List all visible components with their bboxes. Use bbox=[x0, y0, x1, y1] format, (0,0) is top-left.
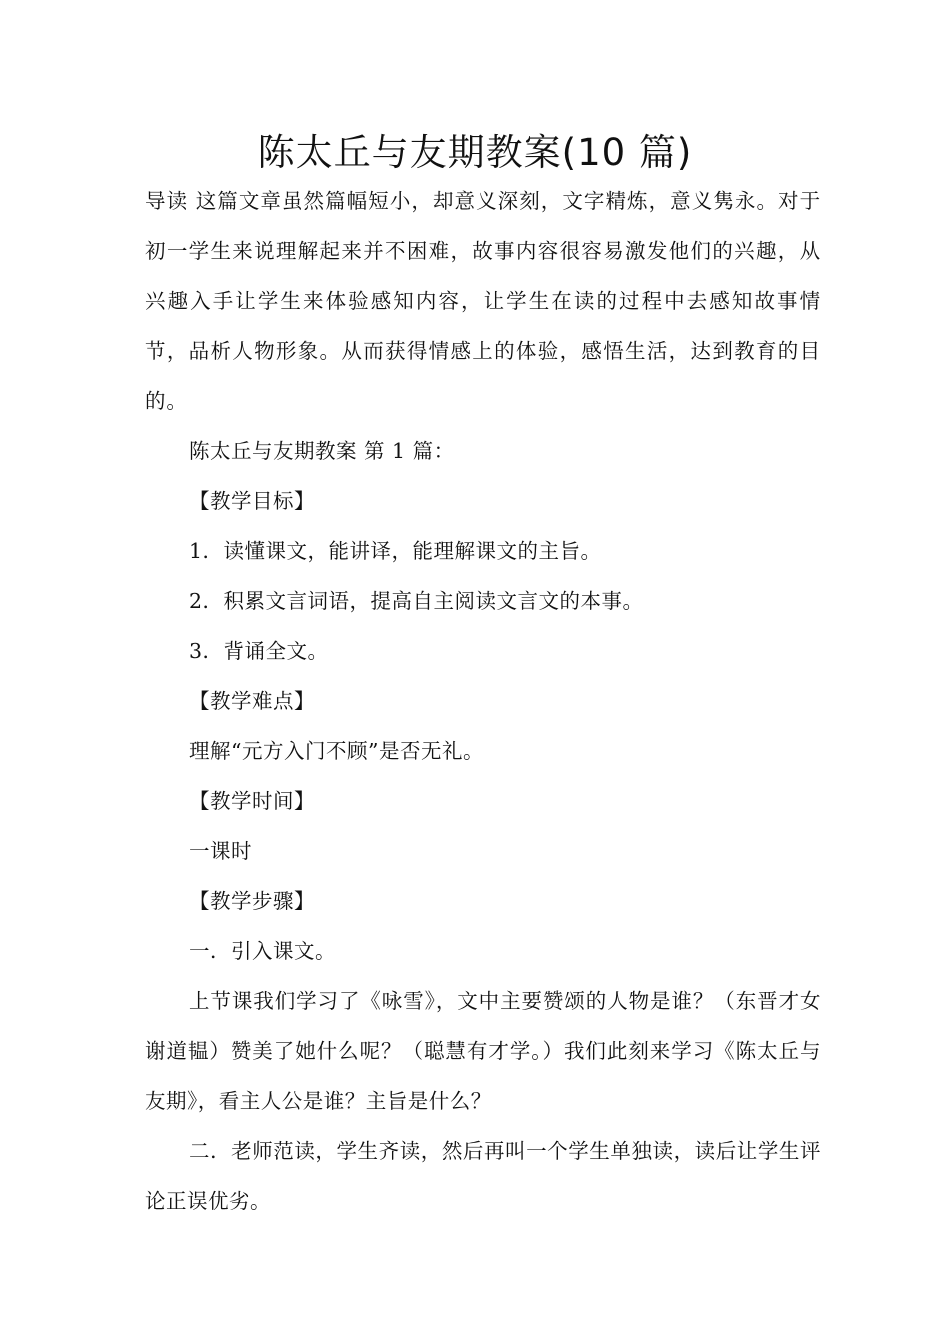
section-heading: 陈太丘与友期教案 第 1 篇： bbox=[189, 439, 455, 463]
step-1-paragraph: 上节课我们学习了《咏雪》，文中主要赞颂的人物是谁？（东晋才女谢道韫）赞美了她什么呢？（聪慧有才学。）我们此刻来学习《陈太丘与友期》，看主人公是谁？主旨是什么？ bbox=[145, 989, 821, 1113]
intro-paragraph: 导读 这篇文章虽然篇幅短小，却意义深刻，文字精炼，意义隽永。对于初一学生来说理解起来并不困难，故事内容很容易激发他们的兴趣，从兴趣入手让学生来体验感知内容，让学生在读的过程中去感知故事情节，品析人物形象。从而获得情感上的体验，感悟生活，达到教育的目的。 bbox=[145, 189, 821, 413]
step-2-paragraph: 二．老师范读，学生齐读，然后再叫一个学生单独读，读后让学生评论正误优劣。 bbox=[145, 1139, 821, 1213]
step-1-heading: 一．引入课文。 bbox=[189, 939, 336, 963]
document-body bbox=[145, 176, 821, 1226]
difficulty-heading: 【教学难点】 bbox=[189, 689, 315, 713]
objective-item-2: 2．积累文言词语，提高自主阅读文言文的本事。 bbox=[189, 589, 644, 613]
time-text: 一课时 bbox=[189, 839, 252, 863]
time-heading: 【教学时间】 bbox=[189, 789, 315, 813]
difficulty-text: 理解“元方入门不顾”是否无礼。 bbox=[189, 739, 484, 763]
steps-heading: 【教学步骤】 bbox=[189, 889, 315, 913]
objective-item-1: 1．读懂课文，能讲译，能理解课文的主旨。 bbox=[189, 539, 602, 563]
objectives-heading: 【教学目标】 bbox=[189, 489, 315, 513]
document-title: 陈太丘与友期教案(10 篇) bbox=[257, 131, 693, 174]
objective-item-3: 3．背诵全文。 bbox=[189, 639, 329, 663]
